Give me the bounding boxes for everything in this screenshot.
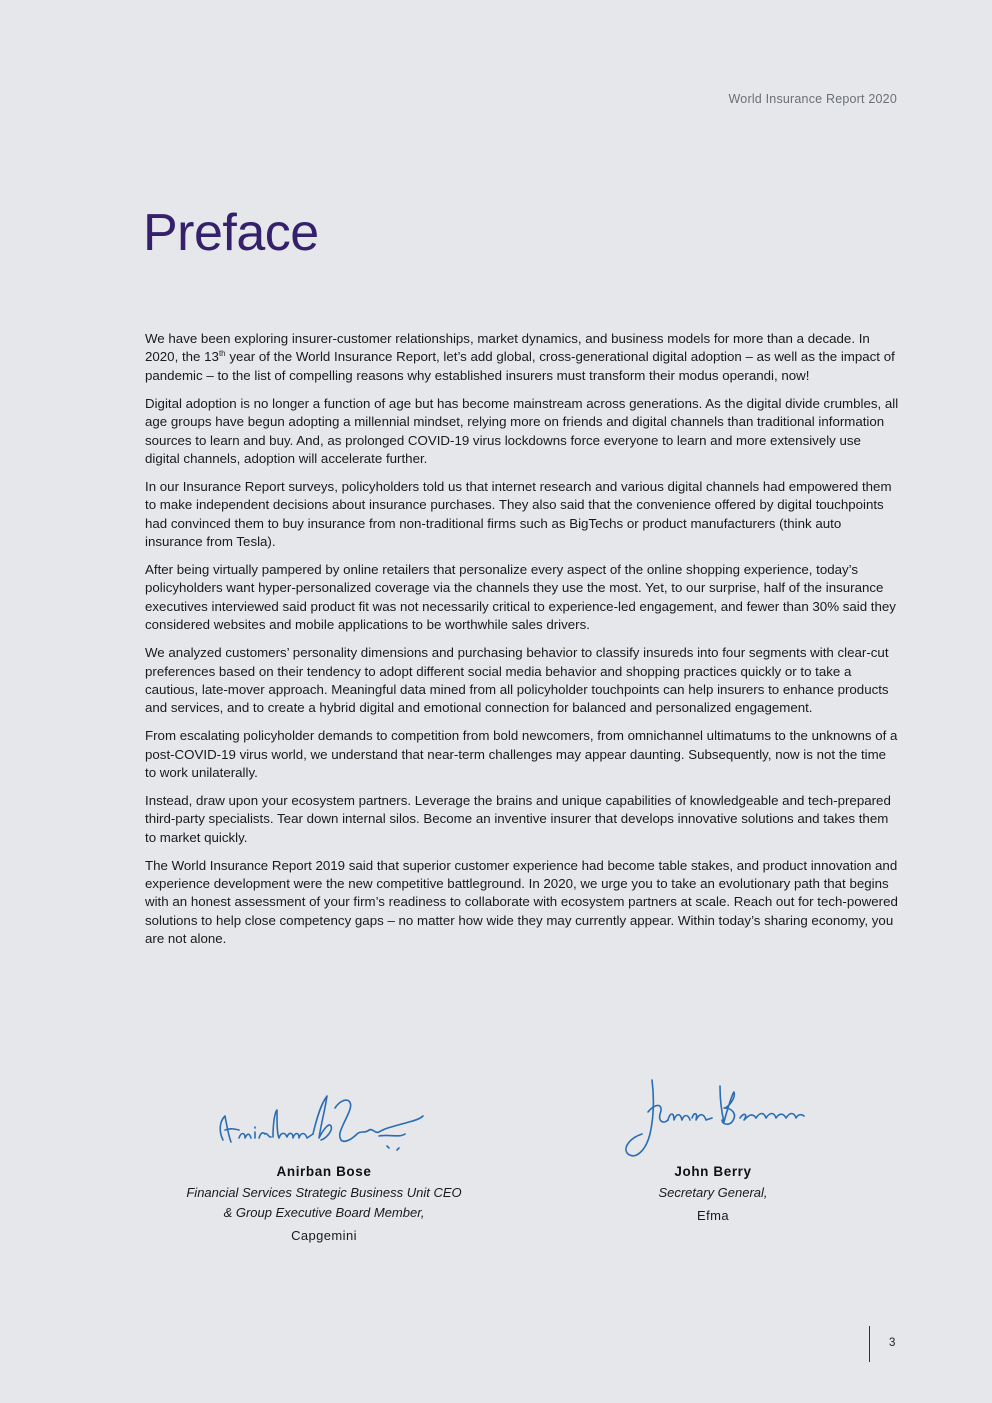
handwritten-signature-john-berry	[608, 1072, 818, 1162]
paragraph-7: Instead, draw upon your ecosystem partners. Leverage the brains and unique capabilities of knowledgeable and tech-prepared third-party specialists. Tear down internal silos. Become an inventive insurer that develops innovative solutions and takes them to market quickly.	[145, 792, 891, 845]
handwritten-signature-anirban-bose	[209, 1082, 439, 1162]
signatory-name: John Berry	[674, 1164, 752, 1179]
paragraph-6: From escalating policyholder demands to competition from bold newcomers, from omnichannel ultimatums to the unknowns of a post-COVID-19 virus world, we understand that near-term challenges may appear daunting. Subsequently, now is not the time to work unilaterally.	[145, 728, 898, 781]
paragraph-1-part-a: We have been exploring insurer-customer relationships, market dynamics, and business models for more than a decade. In 2020, the 13	[145, 331, 870, 365]
paragraph-5: We analyzed customers’ personality dimensions and purchasing behavior to classify insureds into four segments with clear-cut preferences based on their tendency to adopt different social media behavior and shopping practices quickly or to take a cautious, late-mover approach. Meaningful data mined from all policyholder touchpoints can help insurers to enhance products and services, and to create a hybrid digital and emotional connection for balanced and personalized engagement.	[145, 645, 889, 716]
footer-divider	[869, 1326, 870, 1362]
page-number: 3	[889, 1337, 896, 1349]
running-header: World Insurance Report 2020	[728, 92, 897, 106]
signatory-role-line-1: Secretary General,	[658, 1185, 768, 1200]
signature-block-right	[588, 1082, 838, 1223]
paragraph-8: The World Insurance Report 2019 said that superior customer experience had become table stakes, and product innovation and experience development were the new competitive battleground. In 2020, we urge you to take an evolutionary path that begins with an honest assessment of your firm’s readiness to collaborate with ecosystem partners at scale. Reach out for tech-powered solutions to help close competency gaps – no matter how wide they may currently appear. Within today’s sharing economy, you are not alone.	[145, 857, 898, 947]
paragraph-1-part-b: year of the World Insurance Report, let’s add global, cross-generational digital adoption – as well as the impact of pandemic – to the list of compelling reasons why established insurers must transform their modus operandi, now!	[145, 349, 895, 383]
signatory-name: Anirban Bose	[276, 1164, 372, 1179]
signature-block-left	[175, 1082, 473, 1243]
page-title: Preface	[143, 204, 319, 262]
signatory-organization: Efma	[697, 1208, 729, 1223]
signatory-role-line-1: Financial Services Strategic Business Unit CEO	[186, 1185, 462, 1200]
signatory-organization: Capgemini	[291, 1228, 357, 1243]
paragraph-1	[145, 330, 899, 385]
preface-body	[145, 330, 899, 958]
ordinal-suffix: th	[218, 349, 226, 359]
signatory-role-line-2: & Group Executive Board Member,	[223, 1205, 425, 1220]
paragraph-2: Digital adoption is no longer a function of age but has become mainstream across generations. As the digital divide crumbles, all age groups have begun adopting a millennial mindset, relying more on friends and digital channels than traditional information sources to learn and buy. And, as prolonged COVID-19 virus lockdowns force everyone to learn and more extensively use digital channels, adoption will accelerate further.	[145, 395, 899, 466]
paragraph-3: In our Insurance Report surveys, policyholders told us that internet research and various digital channels had empowered them to make independent decisions about insurance purchases. They also said that the convenience offered by digital touchpoints had convinced them to buy insurance from non-traditional firms such as BigTechs or product manufacturers (think auto insurance from Tesla).	[145, 478, 892, 550]
paragraph-4: After being virtually pampered by online retailers that personalize every aspect of the online shopping experience, today’s policyholders want hyper-personalized coverage via the channels they use the most. Yet, to our surprise, half of the insurance executives interviewed said product fit was not necessarily critical to experience-led engagement, and fewer than 30% said they considered websites and mobile applications to be worthwhile sales drivers.	[145, 561, 896, 633]
